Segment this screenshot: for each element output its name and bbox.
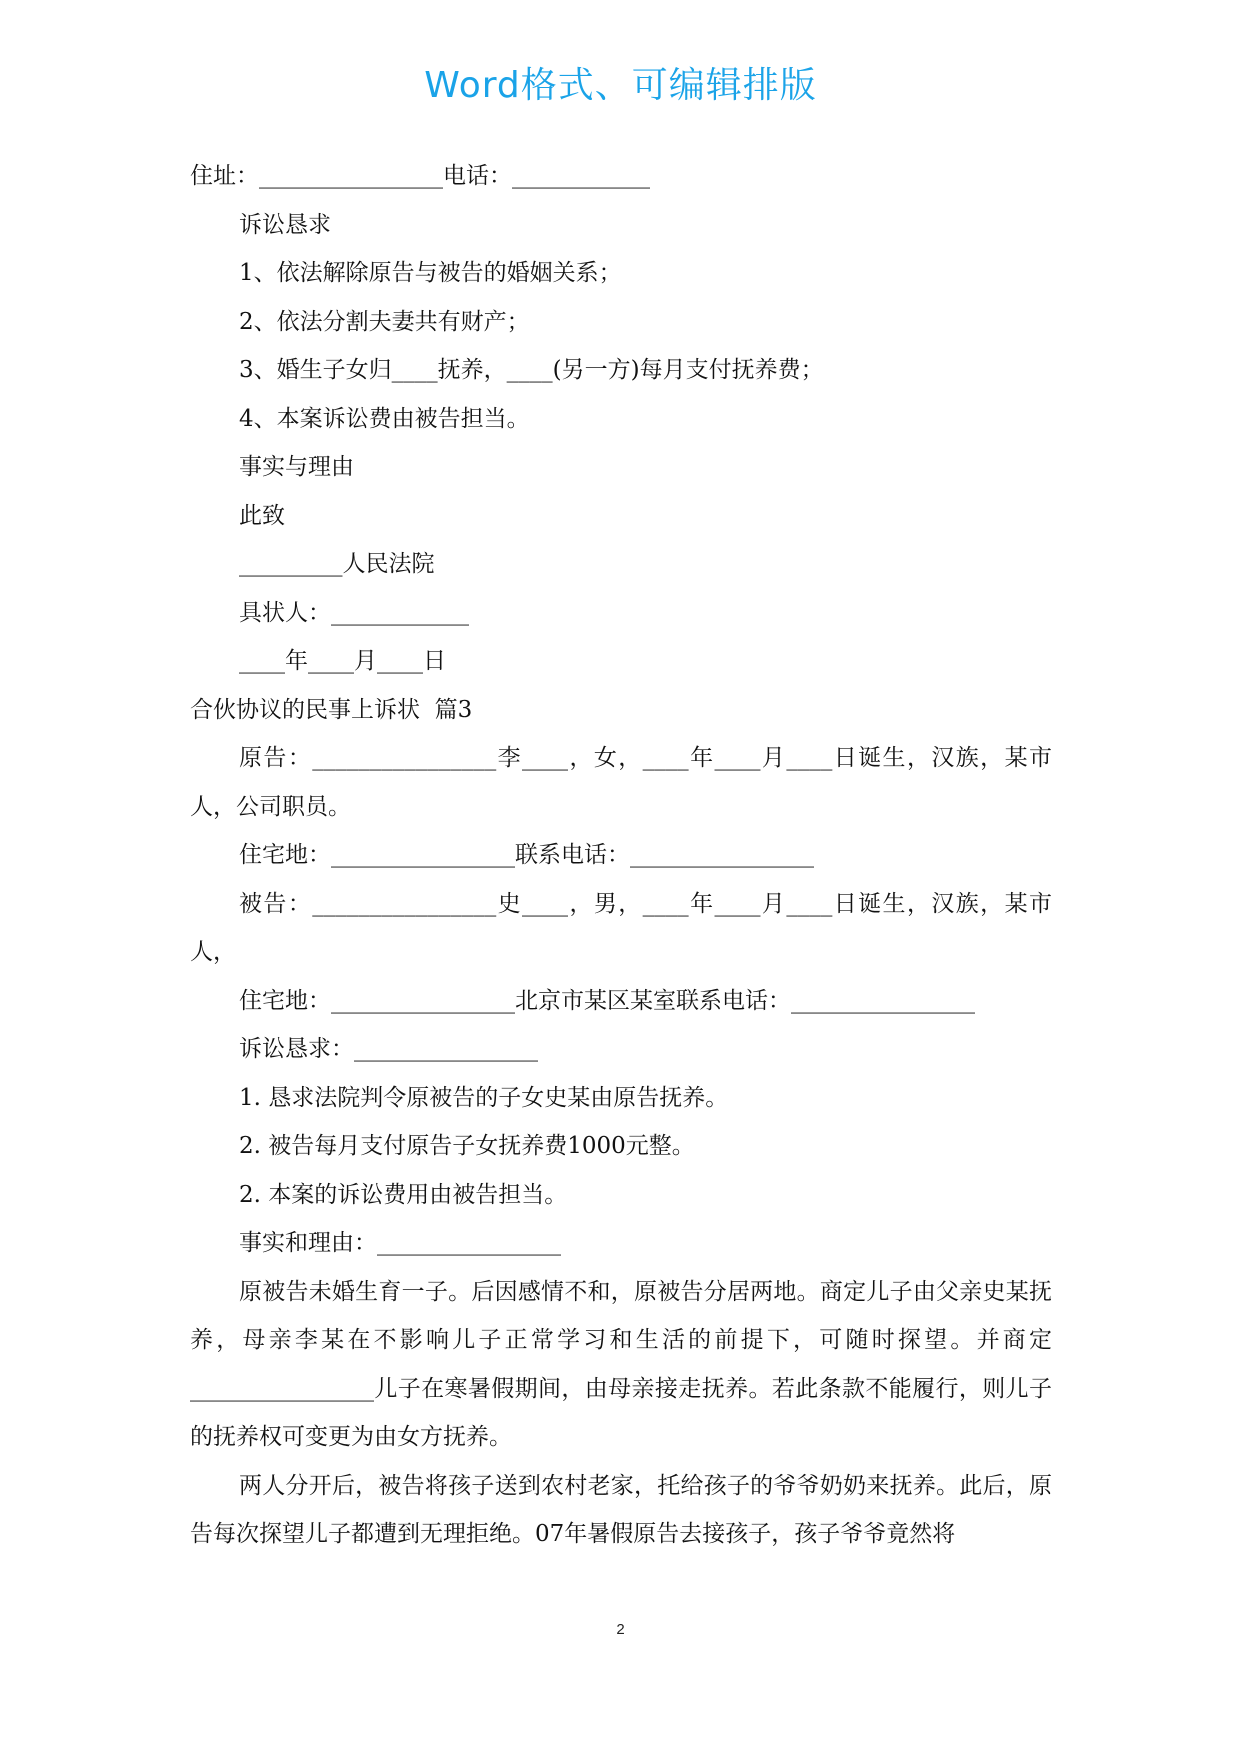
document-body	[190, 152, 1052, 1559]
salutation: 此致	[239, 502, 285, 529]
claims-heading: 诉讼恳求	[239, 211, 331, 238]
defendant-address-line: 住宅地：________________北京市某区某室联系电话：________________	[239, 987, 975, 1014]
address-phone-line: 住址：________________电话：____________	[190, 163, 650, 189]
request-item-3: 2. 本案的诉讼费用由被告担当。	[239, 1181, 568, 1208]
plaintiff-address-line: 住宅地：________________联系电话：________________	[239, 842, 814, 868]
document-header-title: Word格式、可编辑排版	[424, 65, 817, 106]
facts-paragraph-2: 两人分开后，被告将孩子送到农村老家，托给孩子的爷爷奶奶来抚养。此后，原告每次探望儿子都遭到无理拒绝。07年暑假原告去接孩子，孩子爷爷竟然将	[190, 1472, 1052, 1547]
facts-heading: 事实与理由	[239, 454, 354, 480]
facts-paragraph-1: 原被告未婚生育一子。后因感情不和，原被告分居两地。商定儿子由父亲史某抚养，母亲李某在不影响儿子正常学习和生活的前提下，可随时探望。并商定________________儿子在寒暑假期间，由母亲接走抚养。若此条款不能履行，则儿子的抚养权可变更为由女方抚养。	[190, 1278, 1052, 1450]
request-item-1: 1. 恳求法院判令原被告的子女史某由原告抚养。	[239, 1084, 729, 1111]
section-title: 合伙协议的民事上诉状 篇3	[190, 696, 473, 723]
defendant-paragraph: 被告：________________史____，男，____年____月____日诞生，汉族，某市人，	[190, 890, 1052, 965]
claim-item-1: 1、依法解除原告与被告的婚姻关系；	[239, 260, 622, 286]
facts-reasons-line: 事实和理由：________________	[239, 1230, 561, 1256]
signatory-line: 具状人：____________	[239, 599, 469, 626]
plaintiff-paragraph: 原告：________________李____，女，____年____月____日诞生，汉族，某市人，公司职员。	[190, 745, 1052, 820]
court-name-line: _________人民法院	[239, 551, 435, 577]
claim-item-3: 3、婚生子女归____抚养，____(另一方)每月支付抚养费；	[239, 357, 824, 383]
claim-item-2: 2、依法分割夫妻共有财产；	[239, 308, 530, 335]
claims-line: 诉讼恳求：________________	[239, 1036, 538, 1062]
request-item-2: 2. 被告每月支付原告子女抚养费1000元整。	[239, 1133, 695, 1159]
page-number: 2	[616, 1621, 625, 1638]
date-line: ____年____月____日	[239, 648, 446, 674]
claim-item-4: 4、本案诉讼费由被告担当。	[239, 405, 530, 432]
